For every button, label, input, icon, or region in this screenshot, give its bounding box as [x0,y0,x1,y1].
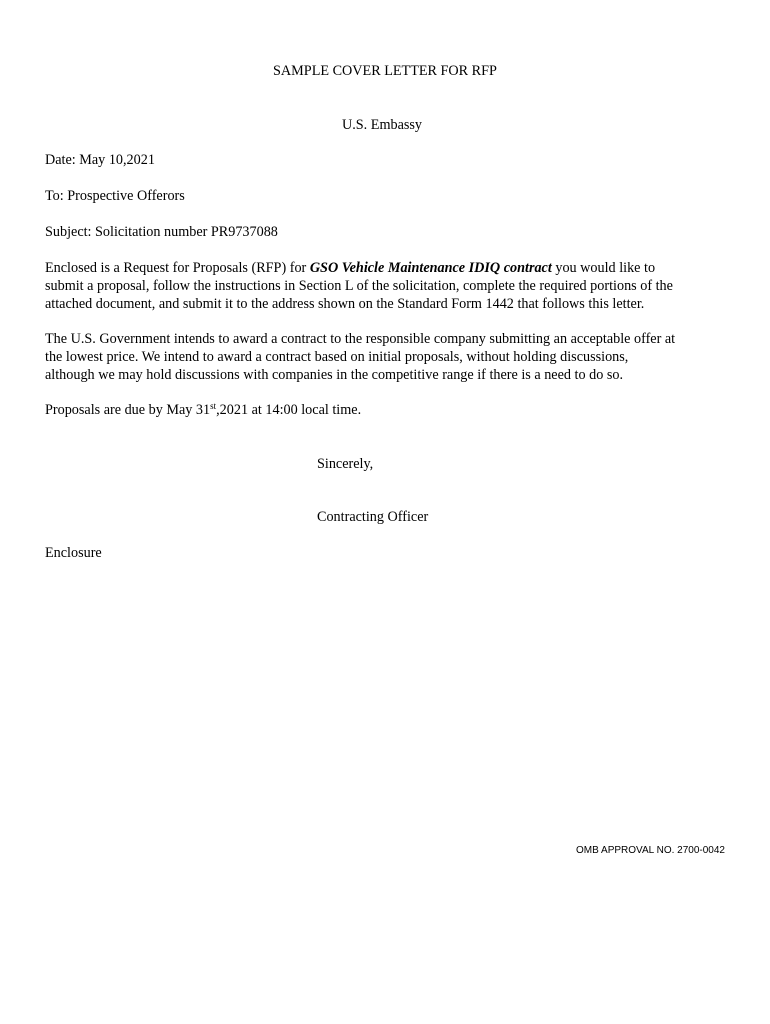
enclosed-paragraph-line-1 [45,259,725,277]
enclosed-paragraph-line-2: submit a proposal, follow the instructions in Section L of the solicitation, complete the required portions of the [45,278,673,294]
enclosed-paragraph-line-3: attached document, and submit it to the address shown on the Standard Form 1442 that follows this letter. [45,296,645,312]
sender-name: U.S. Embassy [342,117,423,133]
award-paragraph-line-3: although we may hold discussions with companies in the competitive range if there is a need to do so. [45,367,624,383]
award-paragraph-line-1: The U.S. Government intends to award a contract to the responsible company submitting an acceptable offer at [45,331,676,347]
letter-heading: SAMPLE COVER LETTER FOR RFP [273,63,497,79]
due-date-text: Proposals are due by May 31 [45,402,211,418]
contract-name: GSO Vehicle Maintenance IDIQ contract [309,260,552,276]
award-paragraph [45,330,725,384]
closing-salutation: Sincerely, [317,456,374,472]
enclosed-text-tail: you would like to [551,260,656,276]
enclosed-text: Enclosed is a Request for Proposals (RFP) for [45,260,310,276]
date-line: Date: May 10,2021 [45,152,155,168]
award-paragraph-line-2: the lowest price. We intend to award a contract based on initial proposals, without holding discussions, [45,349,629,365]
to-line: To: Prospective Offerors [45,188,185,204]
omb-approval-number: OMB APPROVAL NO. 2700-0042 [576,845,725,856]
enclosure-note: Enclosure [45,545,102,561]
due-date-line [45,401,361,419]
enclosed-paragraph [45,259,725,313]
due-date-tail: ,2021 at 14:00 local time. [216,402,362,418]
due-date-ordinal: st [210,401,217,411]
subject-line: Subject: Solicitation number PR9737088 [45,224,278,240]
signatory-title: Contracting Officer [317,509,429,525]
